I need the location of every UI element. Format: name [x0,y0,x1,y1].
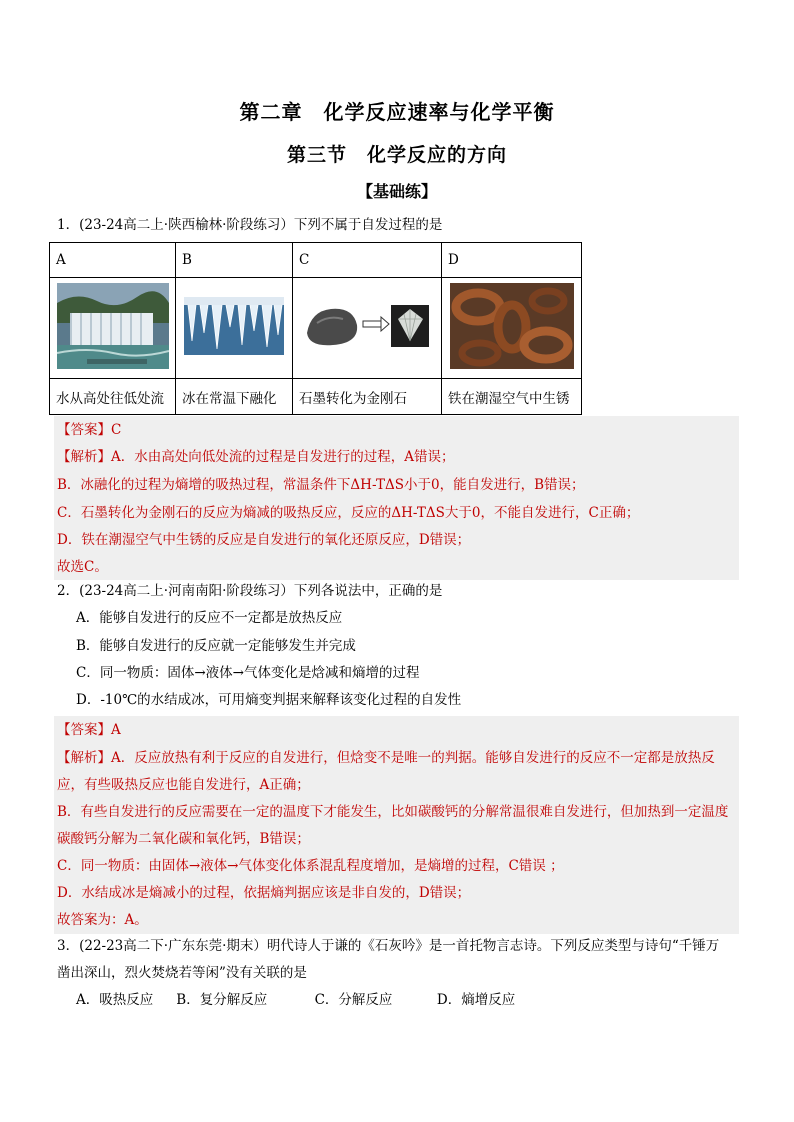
question-3-stem-line-2: 凿出深山，烈火焚烧若等闲”没有关联的是 [57,965,307,981]
table-caption-d: 铁在潮湿空气中生锈 [442,379,582,415]
question-2-answer-block [54,716,739,934]
question-2-option-a: A．能够自发进行的反应不一定都是放热反应 [76,610,343,626]
question-3-option-c: C．分解反应 [314,992,393,1008]
question-2-option-b: B．能够自发进行的反应就一定能够发生并完成 [76,638,356,654]
practice-label: 【基础练】 [356,182,437,201]
question-2-stem: 2．(23-24高二上·河南南阳·阶段练习）下列各说法中，正确的是 [57,583,443,599]
table-caption-a: 水从高处往低处流 [50,379,176,415]
question-2-answer: 【答案】A [57,722,121,738]
question-1-conclusion: 故选C。 [57,559,108,575]
question-2-analysis-a: 【解析】A．反应放热有利于反应的自发进行，但焓变不是唯一的判据。能够自发进行的反应不一定都是放热反应，有些吸热反应也能自发进行，A正确； [57,750,715,793]
question-1-analysis-c: C．石墨转化为金刚石的反应为熵减的吸热反应，反应的ΔH-TΔS大于0，不能自发进行，C正确； [57,505,640,521]
icicles-image [184,297,284,355]
table-image-cell-a [50,278,176,379]
question-2-option-c: C．同一物质：固体→液体→气体变化是焓减和熵增的过程 [76,665,420,681]
question-3-stem-line-1: 3．(22-23高二下·广东东莞·期末）明代诗人于谦的《石灰吟》是一首托物言志诗。下列反应类型与诗句“千锤万 [57,938,720,954]
question-2-analysis-c: C．同一物质：由固体→液体→气体变化体系混乱程度增加，是熵增的过程，C错误 ； [57,858,564,874]
table-image-cell-c [293,278,442,379]
table-header-b: B [176,243,293,278]
waterfall-image [57,283,169,369]
question-3-option-b: B．复分解反应 [176,992,268,1008]
table-image-cell-b [176,278,293,379]
question-2-analysis-b: B．有些自发进行的反应需要在一定的温度下才能发生，比如碳酸钙的分解常温很难自发进行，但加热到一定温度碳酸钙分解为二氧化碳和氧化钙，B错误； [57,804,729,847]
question-1-analysis-a: 【解析】A．水由高处向低处流的过程是自发进行的过程，A错误； [57,449,455,465]
table-caption-c: 石墨转化为金刚石 [293,379,442,415]
question-1-table [49,242,582,415]
question-1-analysis-b: B．冰融化的过程为熵增的吸热过程，常温条件下ΔH-TΔS小于0，能自发进行，B错误； [57,477,585,493]
question-3-option-a: A．吸热反应 [76,992,154,1008]
table-image-cell-d [442,278,582,379]
question-1-analysis-d: D．铁在潮湿空气中生锈的反应是自发进行的氧化还原反应，D错误； [57,532,471,548]
question-3-options [76,991,515,1009]
question-1-answer: 【答案】C [57,422,122,438]
section-title: 第三节 化学反应的方向 [286,144,507,166]
question-1-answer-block [54,416,739,580]
table-caption-b: 冰在常温下融化 [176,379,293,415]
graphite-to-diamond-image [303,303,431,349]
table-header-c: C [293,243,442,278]
question-2-option-d: D．-10℃的水结成冰，可用熵变判据来解释该变化过程的自发性 [76,692,462,708]
table-header-d: D [442,243,582,278]
question-3-option-d: D．熵增反应 [436,992,516,1008]
rusty-chain-image [450,283,574,369]
question-1-stem: 1．(23-24高二上·陕西榆林·阶段练习）下列不属于自发过程的是 [57,217,443,233]
question-2-conclusion: 故答案为：A。 [57,912,148,928]
chapter-title: 第二章 化学反应速率与化学平衡 [239,100,555,124]
table-header-a: A [50,243,176,278]
question-2-analysis-d: D．水结成冰是熵减小的过程，依据熵判据应该是非自发的，D错误； [57,885,471,901]
